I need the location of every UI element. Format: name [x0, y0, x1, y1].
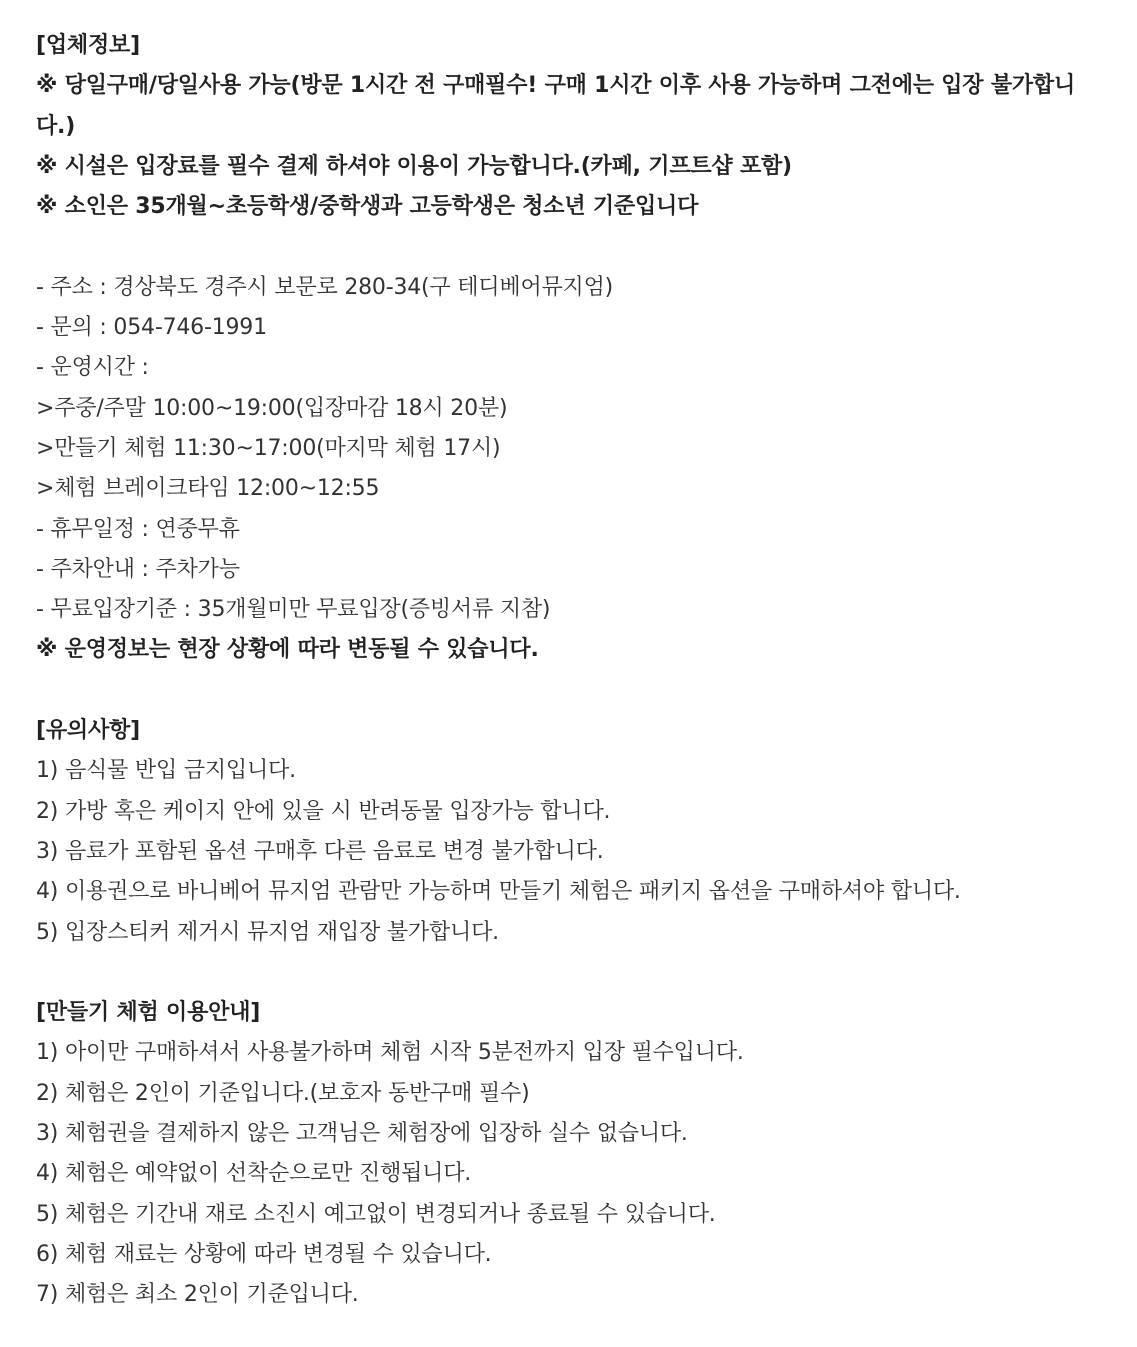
notice-same-day-purchase: ※ 당일구매/당일사용 가능(방문 1시간 전 구매필수! 구매 1시간 이후 사용 가능하며 그전에는 입장 불가합니다.): [36, 73, 1076, 139]
list-item: 3) 체험권을 결제하지 않은 고객님은 체험장에 입장하 실수 없습니다.: [36, 1121, 688, 1147]
list-item: 5) 입장스티커 제거시 뮤지엄 재입장 불가합니다.: [36, 919, 499, 945]
experience-guide-section: [36, 993, 1106, 1315]
spacer: [36, 953, 1106, 993]
list-item: 2) 체험은 2인이 기준입니다.(보호자 동반구매 필수): [36, 1080, 530, 1106]
list-item: 5) 체험은 기간내 재로 소진시 예고없이 변경되거나 종료될 수 있습니다.: [36, 1201, 716, 1227]
detail-phone: - 문의 : 054-746-1991: [36, 315, 267, 341]
list-item: 4) 이용권으로 바니베어 뮤지엄 관람만 가능하며 만들기 체험은 패키지 옵션을 구매하셔야 합니다.: [36, 879, 961, 905]
detail-closed-days: - 휴무일정 : 연중무휴: [36, 516, 240, 542]
detail-hours-experience: >만들기 체험 11:30~17:00(마지막 체험 17시): [36, 435, 501, 461]
notice-age-criteria: ※ 소인은 35개월~초등학생/중학생과 고등학생은 청소년 기준입니다: [36, 194, 699, 220]
list-item: 7) 체험은 최소 2인이 기준입니다.: [36, 1282, 359, 1308]
detail-hours-label: - 운영시간 :: [36, 355, 149, 381]
document-body: [36, 26, 1106, 1316]
list-item: 4) 체험은 예약없이 선착순으로만 진행됩니다.: [36, 1161, 472, 1187]
list-item: 6) 체험 재료는 상황에 따라 변경될 수 있습니다.: [36, 1241, 492, 1267]
spacer: [36, 671, 1106, 711]
section-heading-company-info: [업체정보]: [36, 33, 140, 58]
notice-admission-fee: ※ 시설은 입장료를 필수 결제 하셔야 이용이 가능합니다.(카페, 기프트샵 포함): [36, 153, 792, 179]
detail-address: - 주소 : 경상북도 경주시 보문로 280-34(구 테디베어뮤지엄): [36, 274, 614, 300]
list-item: 1) 아이만 구매하셔서 사용불가하며 체험 시작 5분전까지 입장 필수입니다.: [36, 1040, 744, 1066]
list-item: 1) 음식물 반입 금지입니다.: [36, 758, 296, 784]
section-heading-precautions: [유의사항]: [36, 718, 140, 744]
detail-free-admission: - 무료입장기준 : 35개월미만 무료입장(증빙서류 지참): [36, 597, 551, 623]
notice-info-may-change: ※ 운영정보는 현장 상황에 따라 변동될 수 있습니다.: [36, 637, 539, 663]
company-info-section: [36, 26, 1106, 671]
list-item: 2) 가방 혹은 케이지 안에 있을 시 반려동물 입장가능 합니다.: [36, 798, 611, 824]
precautions-section: [36, 711, 1106, 953]
list-item: 3) 음료가 포함된 옵션 구매후 다른 음료로 변경 불가합니다.: [36, 838, 604, 864]
spacer: [36, 227, 1106, 267]
detail-break-time: >체험 브레이크타임 12:00~12:55: [36, 476, 380, 502]
section-heading-experience-guide: [만들기 체험 이용안내]: [36, 1000, 261, 1026]
detail-hours-weekly: >주중/주말 10:00~19:00(입장마감 18시 20분): [36, 395, 508, 421]
detail-parking: - 주차안내 : 주차가능: [36, 556, 240, 582]
